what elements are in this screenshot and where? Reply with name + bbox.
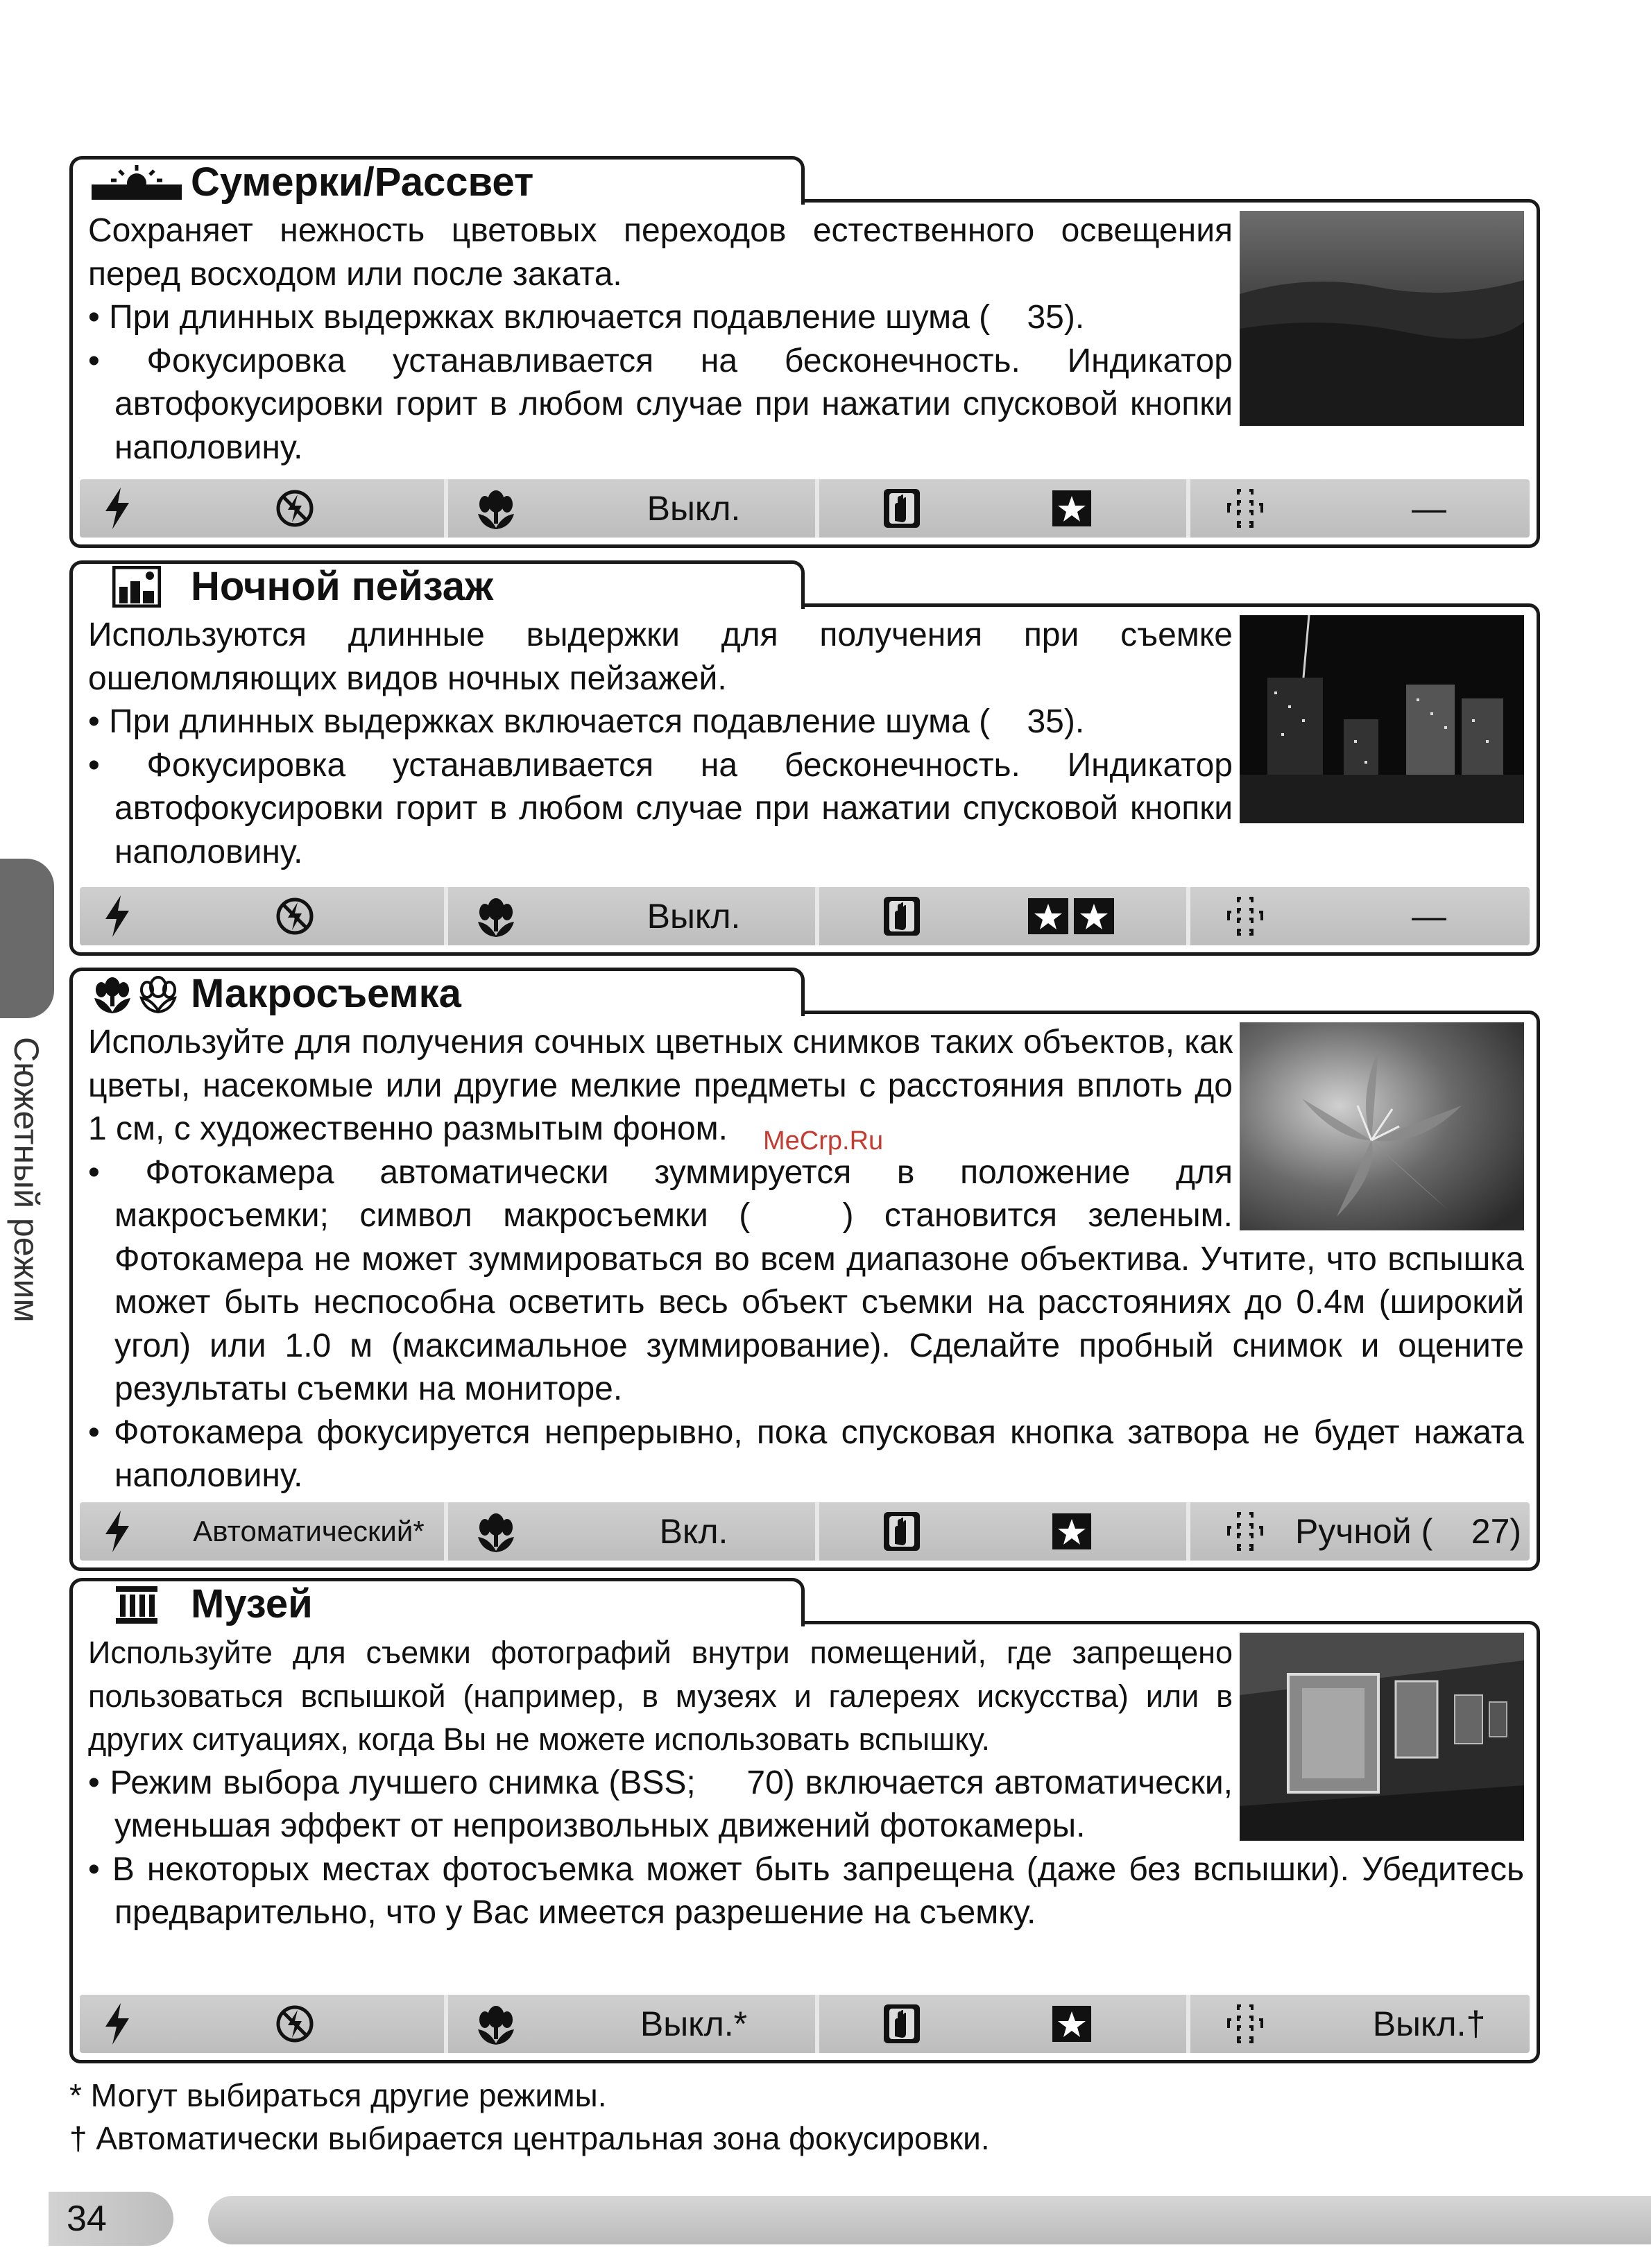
section-content — [88, 1631, 1524, 1935]
section-tab — [69, 968, 805, 1016]
flash-icon — [94, 1502, 142, 1561]
divider — [444, 887, 448, 945]
divider — [1186, 479, 1190, 538]
museum-icon — [88, 1585, 185, 1624]
self-timer-icon — [819, 887, 985, 945]
section-macro — [69, 968, 1540, 1571]
macro-icon — [468, 1502, 524, 1561]
section-box — [69, 1621, 1540, 2063]
self-timer-icon — [819, 479, 985, 538]
divider — [444, 1502, 448, 1561]
footnotes — [69, 2074, 990, 2160]
section-tab — [69, 560, 805, 609]
night-landscape-icon — [88, 567, 185, 606]
section-night-landscape — [69, 560, 1540, 956]
self-timer-icon — [819, 1995, 985, 2053]
af-area-icon — [1211, 887, 1280, 945]
footer-bar — [208, 2196, 1651, 2244]
settings-bar — [80, 479, 1530, 538]
section-box — [69, 199, 1540, 548]
flash-off-icon — [267, 887, 323, 945]
macro-icon — [468, 479, 524, 538]
af-value: — — [1412, 489, 1446, 528]
bullet-1: • Режим выбора лучшего снимка (BSS; 70) включается автоматически, уменьшая эффект от непроизвольных движений фотокамеры. — [88, 1764, 1233, 1844]
settings-bar — [80, 1502, 1530, 1561]
macro-icon — [468, 1995, 524, 2053]
self-timer-icon — [819, 1502, 985, 1561]
gallery-photo — [1240, 1633, 1524, 1841]
noise-reduction-icon — [1030, 1995, 1113, 2053]
bullet-2: • Фокусировка устанавливается на бесконечность. Индикатор автофокусировки горит в любом случае при нажатии спусковой кнопки наполовину. — [88, 342, 1233, 466]
section-intro: Используйте для получения сочных цветных снимков таких объектов, как цветы, насекомые или другие мелкие предметы с расстояния вплоть до 1 см, с художественно размытым фоном. — [88, 1024, 1233, 1147]
macro-title-icon — [88, 974, 185, 1013]
af-value: Выкл.† — [1372, 2004, 1486, 2043]
flash-off-icon — [267, 479, 323, 538]
flash-icon — [94, 479, 142, 538]
section-intro: Используйте для съемки фотографий внутри помещений, где запрещено пользоваться вспышкой (например, в музеях и галереях искусства) или в других ситуациях, когда Вы не можете использовать вспышку. — [88, 1635, 1233, 1757]
flower-photo — [1240, 1022, 1524, 1230]
noise-reduction-icon — [1030, 479, 1113, 538]
section-box — [69, 603, 1540, 956]
bullet-1: • Фотокамера автоматически зуммируется в положение для макросъемки; символ макросъемки ( ) становится зеленым. Фотокамера не может зуммироваться во всем диапазоне объектива. Учтите, что вспышка может быть неспособна осветить весь объект съемки на расстояниях до 0.4м (широкий угол) или 1.0 м (максимальное зуммирование). Сделайте пробный снимок и оцените результаты съемки на мониторе. — [88, 1153, 1524, 1407]
flash-value: Автоматический* — [193, 1515, 425, 1547]
section-title: Ночной пейзаж — [191, 563, 494, 609]
af-area-icon — [1211, 1995, 1280, 2053]
divider — [444, 479, 448, 538]
section-tab — [69, 156, 805, 205]
macro-value: Выкл.* — [640, 2004, 748, 2043]
night-city-photo — [1240, 615, 1524, 823]
divider — [1186, 887, 1190, 945]
settings-bar — [80, 887, 1530, 945]
footnote-1: * Могут выбираться другие режимы. — [69, 2077, 607, 2113]
bullet-1: • При длинных выдержках включается подавление шума ( 35). — [88, 299, 1085, 336]
af-value: Ручной ( 27) — [1294, 1512, 1522, 1551]
flash-icon — [94, 1995, 142, 2053]
bullet-2: • Фотокамера фокусируется непрерывно, пока спусковая кнопка затвора не будет нажата наполовину. — [88, 1414, 1524, 1494]
divider — [444, 1995, 448, 2053]
divider — [1186, 1995, 1190, 2053]
flash-off-icon — [267, 1995, 323, 2053]
sunset-icon — [88, 163, 185, 202]
af-area-icon — [1211, 479, 1280, 538]
macro-value: Вкл. — [659, 1512, 728, 1551]
watermark: MeCrp.Ru — [763, 1126, 884, 1156]
af-area-icon — [1211, 1502, 1280, 1561]
section-tab — [69, 1578, 805, 1626]
macro-value: Выкл. — [647, 489, 741, 528]
side-label: Сюжетный режим — [7, 1037, 46, 1323]
section-intro: Используются длинные выдержки для получения при съемке ошеломляющих видов ночных пейзажей. — [88, 617, 1233, 697]
section-box — [69, 1011, 1540, 1571]
section-intro: Сохраняет нежность цветовых переходов естественного освещения перед восходом или после заката. — [88, 212, 1233, 293]
bullet-2: • В некоторых местах фотосъемка может быть запрещена (даже без вспышки). Убедитесь предварительно, что у Вас имеется разрешение на съемку. — [88, 1850, 1524, 1931]
section-content — [88, 614, 1524, 874]
divider — [1186, 1502, 1190, 1561]
dusk-photo — [1240, 211, 1524, 426]
settings-bar — [80, 1995, 1530, 2053]
section-title: Сумерки/Рассвет — [191, 159, 534, 205]
bullet-1: • При длинных выдержках включается подавление шума ( 35). — [88, 703, 1085, 740]
noise-reduction-icon — [1030, 1502, 1113, 1561]
section-title: Музей — [191, 1581, 313, 1626]
page-number: 34 — [49, 2192, 173, 2246]
macro-icon — [468, 887, 524, 945]
section-museum — [69, 1578, 1540, 2063]
side-tab — [0, 859, 54, 1018]
noise-reduction-double-icon — [1016, 887, 1127, 945]
bullet-2: • Фокусировка устанавливается на бесконечность. Индикатор автофокусировки горит в любом случае при нажатии спусковой кнопки наполовину. — [88, 746, 1233, 870]
af-value: — — [1412, 897, 1446, 936]
section-title: Макросъемка — [191, 970, 461, 1016]
macro-value: Выкл. — [647, 897, 741, 936]
section-content — [88, 1021, 1524, 1498]
flash-icon — [94, 887, 142, 945]
footnote-2: † Автоматически выбирается центральная зона фокусировки. — [69, 2120, 990, 2156]
section-dusk-dawn — [69, 156, 1540, 548]
section-content — [88, 209, 1524, 470]
